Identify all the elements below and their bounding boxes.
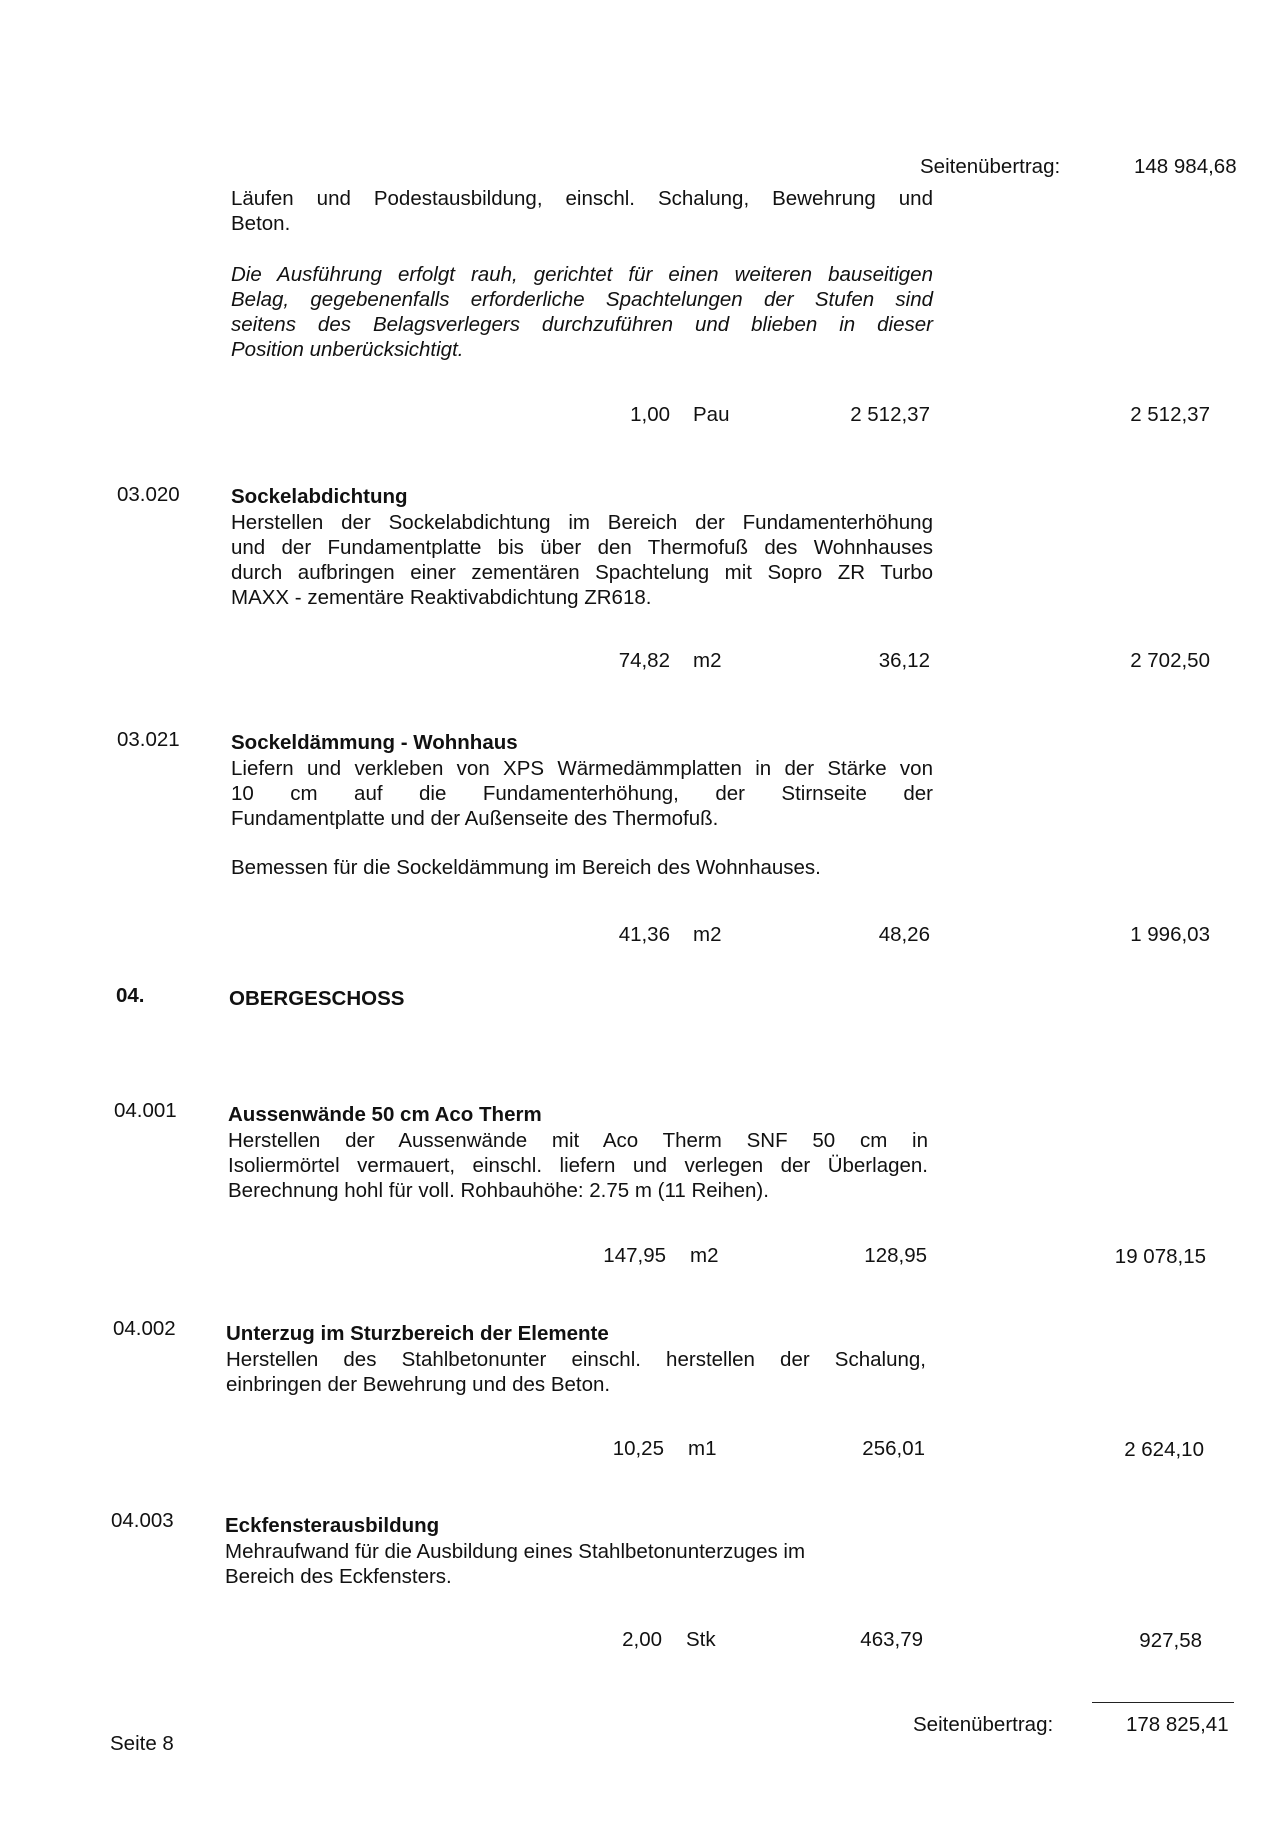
position-number: 04.002 xyxy=(113,1317,176,1340)
description-line: Herstellen der Sockelabdichtung im Bereich der Fundamenterhöhung xyxy=(231,511,933,534)
position-description xyxy=(231,510,933,610)
position-qty: 74,82 xyxy=(618,649,670,672)
carry-over-label-top: Seitenübertrag: xyxy=(920,155,1061,178)
position-total: 1 996,03 xyxy=(1130,923,1210,946)
position-description xyxy=(228,1128,928,1203)
intro-note xyxy=(231,262,933,362)
position-unit: m1 xyxy=(688,1437,717,1460)
carry-over-value-top: 148 984,68 xyxy=(1134,155,1237,178)
description-line: Liefern und verkleben von XPS Wärmedämmplatten in der Stärke von xyxy=(231,757,933,780)
position-unit: m2 xyxy=(690,1244,719,1267)
position-qty: 2,00 xyxy=(622,1628,662,1651)
position-total: 927,58 xyxy=(1139,1629,1202,1652)
description-line: MAXX - zementäre Reaktivabdichtung ZR618. xyxy=(231,586,652,609)
intro-description xyxy=(231,186,933,236)
position-unit: Stk xyxy=(686,1628,716,1651)
page-number: Seite 8 xyxy=(110,1732,174,1755)
description-line: Bereich des Eckfensters. xyxy=(225,1565,452,1588)
intro-unit: Pau xyxy=(693,403,730,426)
description-line: einbringen der Bewehrung und des Beton. xyxy=(226,1373,611,1396)
position-total: 19 078,15 xyxy=(1114,1245,1206,1268)
sum-rule xyxy=(1092,1702,1234,1703)
position-title: Sockeldämmung - Wohnhaus xyxy=(231,731,518,754)
section-number: 04. xyxy=(116,984,145,1007)
intro-text xyxy=(231,186,933,236)
position-extra-text: Bemessen für die Sockeldämmung im Bereich des Wohnhauses. xyxy=(231,856,821,879)
position-title: Aussenwände 50 cm Aco Therm xyxy=(228,1103,542,1126)
description-line: und der Fundamentplatte bis über den Thermofuß des Wohnhauses xyxy=(231,536,933,559)
position-qty: 41,36 xyxy=(618,923,670,946)
position-price: 463,79 xyxy=(860,1628,923,1651)
position-qty: 10,25 xyxy=(612,1437,664,1460)
position-total: 2 624,10 xyxy=(1124,1438,1204,1461)
description-line: Herstellen des Stahlbetonunter einschl. herstellen der Schalung, xyxy=(226,1348,926,1371)
description-line: 10 cm auf die Fundamenterhöhung, der Stirnseite der xyxy=(231,782,933,805)
section-title: OBERGESCHOSS xyxy=(229,987,405,1010)
carry-over-value-bottom: 178 825,41 xyxy=(1126,1713,1229,1736)
description-line: durch aufbringen einer zementären Spachtelung mit Sopro ZR Turbo xyxy=(231,561,933,584)
position-description xyxy=(231,756,933,831)
carry-over-label-bottom: Seitenübertrag: xyxy=(913,1713,1054,1736)
position-number: 03.020 xyxy=(117,483,180,506)
position-qty: 147,95 xyxy=(603,1244,666,1267)
position-description xyxy=(226,1347,926,1397)
intro-note-line: Position unberücksichtigt. xyxy=(231,338,464,361)
position-number: 04.001 xyxy=(114,1099,177,1122)
description-line: Berechnung hohl für voll. Rohbauhöhe: 2.75 m (11 Reihen). xyxy=(228,1179,769,1202)
position-total: 2 702,50 xyxy=(1130,649,1210,672)
position-number: 04.003 xyxy=(111,1509,174,1532)
position-unit: m2 xyxy=(693,923,722,946)
description-line: Herstellen der Aussenwände mit Aco Therm SNF 50 cm in xyxy=(228,1129,928,1152)
position-price: 128,95 xyxy=(864,1244,927,1267)
intro-note-line: seitens des Belagsverlegers durchzuführen und blieben in dieser xyxy=(231,313,933,336)
position-price: 48,26 xyxy=(878,923,930,946)
intro-line: Beton. xyxy=(231,212,291,235)
intro-price: 2 512,37 xyxy=(850,403,930,426)
description-line: Mehraufwand für die Ausbildung eines Stahlbetonunterzuges im xyxy=(225,1540,806,1563)
position-description xyxy=(225,1539,805,1589)
intro-line: Läufen und Podestausbildung, einschl. Schalung, Bewehrung und xyxy=(231,187,933,210)
intro-total: 2 512,37 xyxy=(1130,403,1210,426)
intro-qty: 1,00 xyxy=(630,403,670,426)
description-line: Isoliermörtel vermauert, einschl. liefern und verlegen der Überlagen. xyxy=(228,1154,928,1177)
position-title: Sockelabdichtung xyxy=(231,485,408,508)
description-line: Fundamentplatte und der Außenseite des Thermofuß. xyxy=(231,807,719,830)
position-price: 36,12 xyxy=(878,649,930,672)
position-price: 256,01 xyxy=(862,1437,925,1460)
position-number: 03.021 xyxy=(117,728,180,751)
position-title: Eckfensterausbildung xyxy=(225,1514,440,1537)
position-unit: m2 xyxy=(693,649,722,672)
intro-note-line: Die Ausführung erfolgt rauh, gerichtet für einen weiteren bauseitigen xyxy=(231,263,933,286)
intro-note-line: Belag, gegebenenfalls erforderliche Spachtelungen der Stufen sind xyxy=(231,288,933,311)
position-title: Unterzug im Sturzbereich der Elemente xyxy=(226,1322,609,1345)
